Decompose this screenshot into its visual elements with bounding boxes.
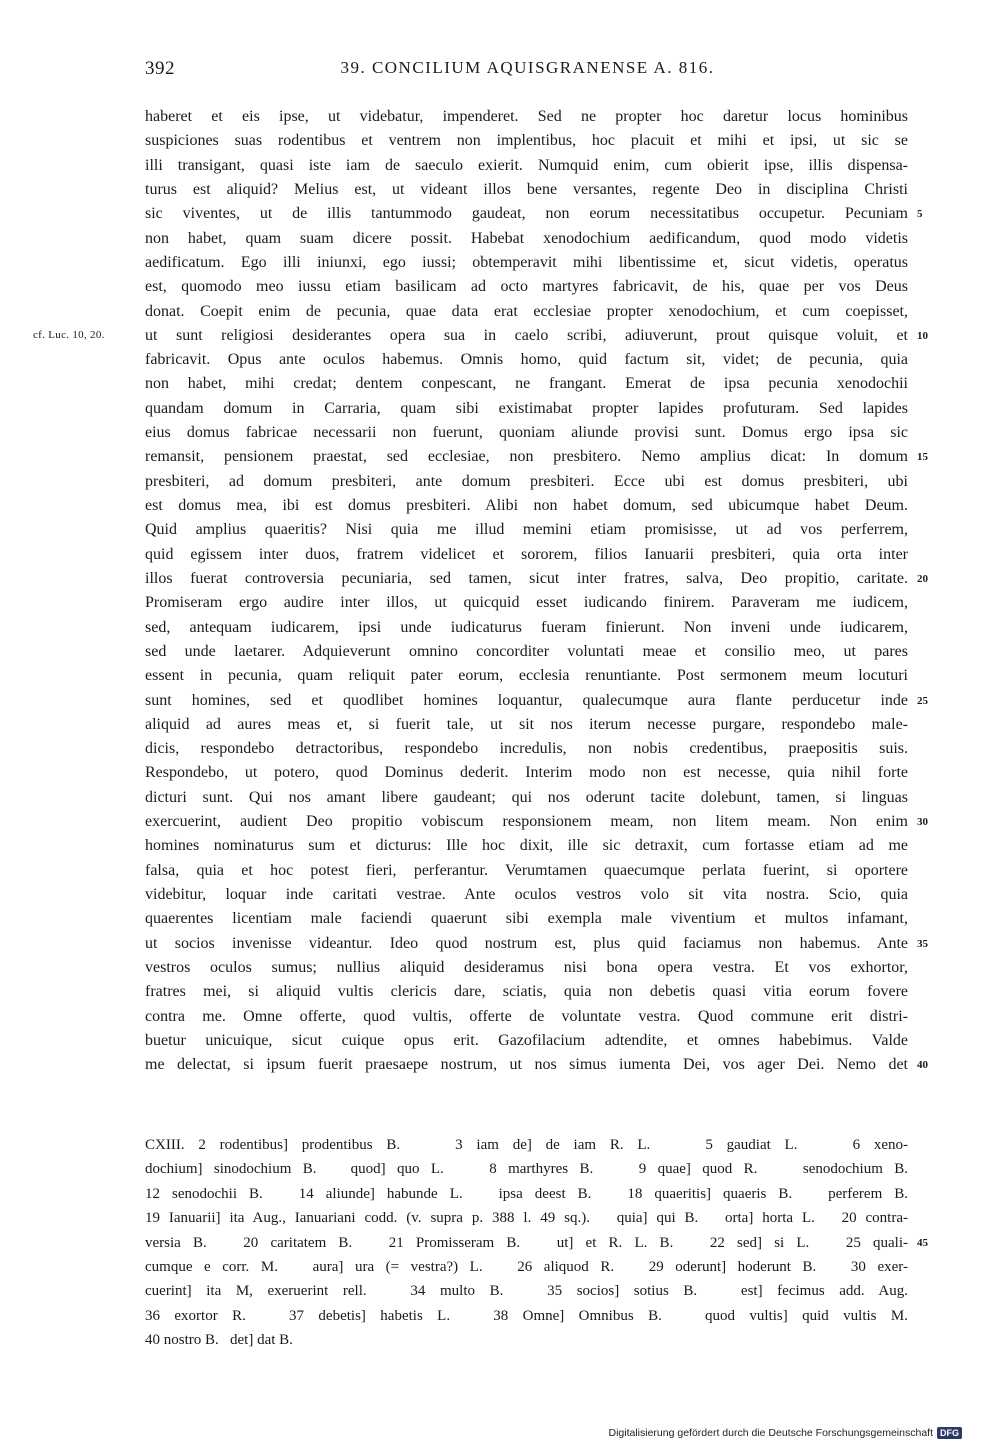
page-number: 392 — [145, 58, 175, 79]
text-line: donat. Coepit enim de pecunia, quae data erat ecclesiae propter xenodochium, et cum coepisset, — [145, 302, 908, 320]
text-line: exercuerint, audient Deo propitio vobiscum responsionem meam, non litem meam. Non enim — [145, 813, 908, 831]
text-line: illi transigant, quasi iste iam de saeculo exierit. Numquid enim, cum obierit ipse, illis dispensa- — [145, 156, 908, 174]
text-line: non habet, mihi credat; dentem conpescant, ne frangant. Emerat de ipsa pecunia xenodochii — [145, 375, 908, 393]
text-line: aedificatum. Ego illi iniunxi, ego iussi; obtemperavit mihi libentissime et, sicut videtis, operatus — [145, 253, 908, 271]
line-number: 15 — [917, 451, 928, 464]
note-line: 40 nostro B. det] dat B. — [145, 1332, 293, 1349]
text-line: turus est aliquid? Melius est, ut videant illos bene versantes, regente Deo in disciplina Christi — [145, 180, 908, 198]
text-line: ut socios invenisse videantur. Ideo quod nostrum est, plus quid faciamus non habemus. Ante — [145, 934, 908, 952]
text-line: sunt homines, sed et quodlibet homines loquantur, qualecumque aura flante perducetur inde — [145, 691, 908, 709]
credit-text: Digitalisierung gefördert durch die Deutsche Forschungsgemeinschaft — [608, 1427, 933, 1439]
critical-apparatus — [145, 1133, 928, 1353]
text-line: aliquid ad aures meas et, si fuerit tale, ut sit nos iterum necesse purgare, respondebo male- — [145, 715, 908, 733]
text-line: contra me. Omne offerte, quod vultis, offerte de voluntate vestra. Quod commune erit distri- — [145, 1007, 908, 1025]
note-line: 36 exortor R. 37 debetis] habetis L. 38 Omne] Omnibus B. quod vultis] quid vultis M. — [145, 1307, 908, 1324]
text-line: fabricavit. Opus ante oculos habemus. Omnis homo, quid factum sit, videt; de pecunia, quia — [145, 351, 908, 369]
text-line: Respondebo, ut potero, quod Dominus dederit. Interim modo non est necesse, quia nihil forte — [145, 764, 908, 782]
line-number: 10 — [917, 329, 928, 342]
text-line: me delectat, si ipsum fuerit praesaepe nostrum, ut nos simus iumenta Dei, vos ager Dei. Nemo det — [145, 1056, 908, 1074]
note-line: versia B. 20 caritatem B. 21 Promisseram B. ut] et R. L. B. 22 sed] si L. 25 quali- — [145, 1234, 908, 1251]
line-number: 25 — [917, 694, 928, 707]
main-text — [33, 105, 928, 1078]
text-line: Quid amplius quaeritis? Nisi quia me illud memini etiam promisisse, ut ad vos perferrem, — [145, 521, 908, 539]
text-line: haberet et eis ipse, ut videbatur, impenderet. Sed ne propter hoc daretur locus hominibus — [145, 108, 908, 125]
text-line: homines nominaturus sum et dicturus: Ille hoc dixit, ille sic detraxit, cum fortasse etiam ad me — [145, 837, 908, 855]
text-line: est domus mea, ibi est domus presbiteri. Alibi non habet domum, sed ubicumque habet Deum. — [145, 497, 908, 514]
text-line: quid egissem inter duos, fratrem videlicet et sororem, filios Ianuarii presbiteri, quia orta inter — [145, 545, 908, 563]
text-line: illos fuerat controversia pecuniaria, sed tamen, sicut inter fratres, salva, Deo propitio, caritate. — [145, 569, 908, 587]
text-line: sed, antequam iudicarem, ipsi unde iudicaturus fueram finierunt. Non inveni unde iudicarem, — [145, 618, 908, 636]
text-line: non habet, quam suam dicere possit. Habebat xenodochium aedificandum, quod modo videtis — [145, 229, 908, 247]
text-line: quandam domum in Carraria, quam sibi existimabat propter lapides profuturam. Sed lapides — [145, 399, 908, 417]
text-line: remansit, pensionem praestat, sed ecclesiae, non presbitero. Nemo amplius dicat: In domum — [145, 448, 908, 466]
text-line: vestros oculos sumus; nullius aliquid desideramus nisi bona opera vestra. Et vos exhortor, — [145, 958, 908, 976]
page-header — [145, 58, 910, 88]
text-line: videbitur, loquar inde caritati vestrae. Ante oculos vestros volo sit vita nostra. Scio, quia — [145, 886, 908, 903]
text-line: dicis, respondebo detractoribus, respondebo incredulis, non nobis credentibus, praepositis suis. — [145, 740, 908, 758]
text-line: suspiciones suas rodentibus et ventrem non implentibus, hoc placuit et mihi et ipsi, ut sic se — [145, 132, 908, 150]
line-number: 35 — [917, 937, 928, 950]
running-title: 39. CONCILIUM AQUISGRANENSE A. 816. — [340, 58, 715, 77]
note-line: cuerint] ita M, exeruerint rell. 34 multo B. 35 socios] sotius B. est] fecimus add. Aug. — [145, 1283, 908, 1300]
text-line: quaerentes licentiam male faciendi quaerunt sibi exempla male viventium et multos infamant, — [145, 910, 908, 928]
note-line: CXIII. 2 rodentibus] prodentibus B. 3 iam de] de iam R. L. 5 gaudiat L. 6 xeno- — [145, 1137, 908, 1153]
text-line: buetur unicuique, sicut cuique opus erit. Gazofilacium adtendite, et omnes habebimus. Valde — [145, 1031, 908, 1049]
line-number: 5 — [917, 208, 923, 221]
text-line: presbiteri, ad domum presbiteri, ante domum presbiteri. Ecce ubi est domus presbiteri, ubi — [145, 472, 908, 490]
note-line: dochium] sinodochium B. quod] quo L. 8 marthyres B. 9 quae] quod R. senodochium B. — [145, 1161, 908, 1178]
note-line: 19 Ianuarii] ita Aug., Ianuariani codd. (v. supra p. 388 l. 49 sq.). quia] qui B. orta] horta L. 20 contra- — [145, 1210, 908, 1227]
line-number: 40 — [917, 1059, 928, 1072]
note-line: cumque e corr. M. aura] ura (= vestra?) L. 26 aliquod R. 29 oderunt] hoderunt B. 30 exer- — [145, 1258, 908, 1275]
text-line: falsa, quia et hoc potest fieri, perferantur. Verumtamen quaecumque perlata fuerint, si oportere — [145, 861, 908, 879]
text-line: essent in pecunia, quam reliquit pater eorum, ecclesia renuntiante. Post sermonem meum locuturi — [145, 667, 908, 685]
text-line: eius domus fabricae necessarii non fuerunt, quoniam aliunde provisi sunt. Domus ergo ipsa sic — [145, 424, 908, 442]
dfg-logo: DFG — [937, 1427, 962, 1439]
text-line: Promiseram ergo audire inter illos, ut quicquid esset iudicando finirem. Paraveram me iudicem, — [145, 594, 908, 612]
text-line: est, quomodo meo iussu etiam basilicam ad octo martyres fabricavit, de his, quae per vos Deus — [145, 278, 908, 296]
digitization-credit — [608, 1427, 962, 1439]
note-line: 12 senodochii B. 14 aliunde] habunde L. ipsa deest B. 18 quaeritis] quaeris B. perferem B. — [145, 1185, 908, 1202]
line-number: 20 — [917, 573, 928, 586]
text-line: sic viventes, ut de illis tantummodo gaudeat, non eorum necessitatibus occupetur. Pecuniam — [145, 205, 908, 223]
line-number: 45 — [917, 1236, 928, 1249]
text-line: ut sunt religiosi desiderantes opera sua in caelo scribi, adiuverunt, prout quisque voluit, et — [145, 326, 908, 344]
line-number: 30 — [917, 816, 928, 829]
text-line: fratres mei, si aliquid vultis clericis dare, sciatis, quia non debetis quasi vitia eorum fovere — [145, 983, 908, 1001]
text-line: dicturi sunt. Qui nos amant libere gaudeant; qui nos oderunt tacite dolebunt, tamen, si linguas — [145, 788, 908, 806]
margin-reference: cf. Luc. 10, 20. — [33, 328, 105, 341]
text-line: sed unde laetarer. Adquieverunt omnino concorditer voluntati meae et consilio meo, ut pares — [145, 642, 908, 660]
